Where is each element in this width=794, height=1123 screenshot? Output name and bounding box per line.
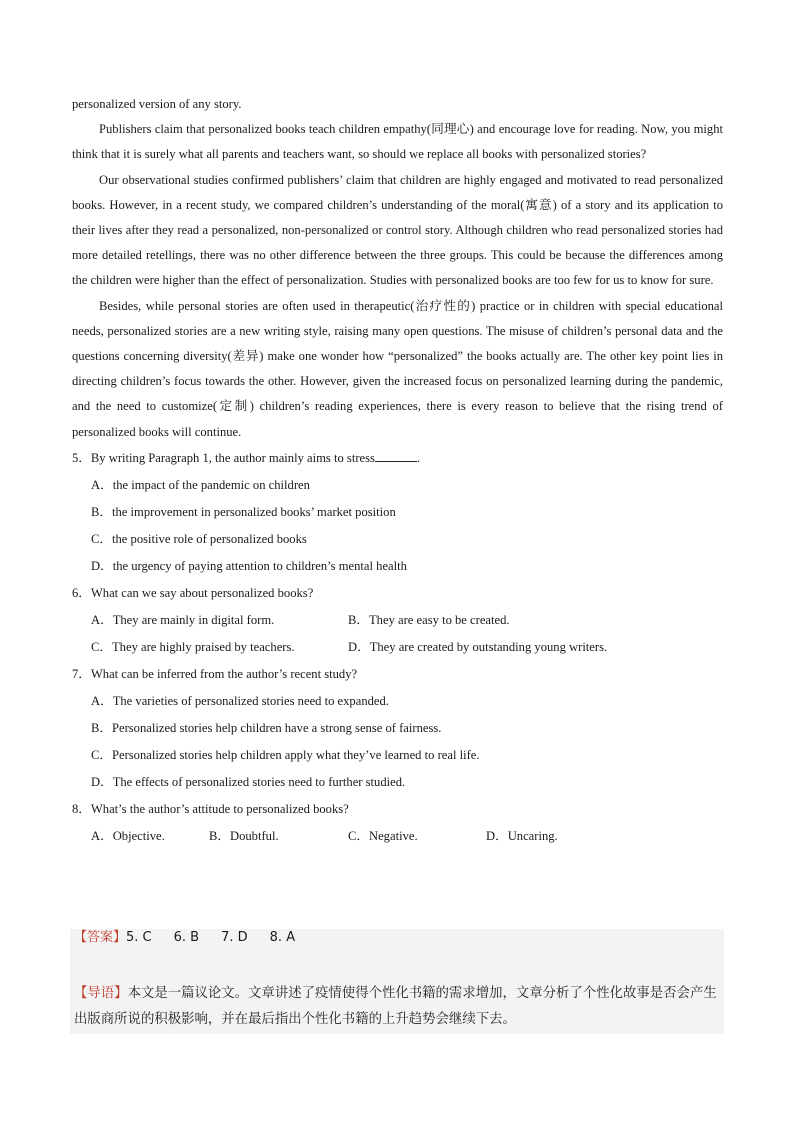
question-8-option-c: C．Negative. <box>348 828 418 843</box>
guide-text: 本文是一篇议论文。文章讲述了疫情使得个性化书籍的需求增加，文章分析了个性化故事是否会产生出版商所说的积极影响，并在最后指出个性化书籍的上升趋势会继续下去。 <box>74 986 717 1027</box>
passage-paragraph-3: Besides, while personal stories are often used in therapeutic(治疗性的) practice or in children with special educational needs, personalized stories are a new writing style, raising many open questions. The misuse of children’s personal data and the questions concerning diversity(差异) make one wonder how “personalized” the books actually are. The other key point lies in directing children’s focus towards the other. However, given the increased focus on personalized learning during the pandemic, and the need to customize(定制) children’s reading experiences, there is every reason to believe that the rising trend of personalized books will continue. <box>72 298 723 439</box>
question-8-stem: 8．What’s the author’s attitude to personalized books? <box>72 801 349 816</box>
answer-blank <box>375 449 417 462</box>
question-8-option-b: B．Doubtful. <box>209 828 279 843</box>
question-8-option-d: D．Uncaring. <box>486 828 558 843</box>
answer-item: 8. A <box>269 930 296 945</box>
answer-line <box>74 929 317 947</box>
question-5-option-c: C．the positive role of personalized books <box>91 531 307 546</box>
question-7 <box>72 661 723 796</box>
question-6-option-c: C．They are highly praised by teachers. <box>91 639 295 654</box>
question-8-option-a: A．Objective. <box>91 828 165 843</box>
question-6-option-d: D．They are created by outstanding young writers. <box>348 639 608 654</box>
question-8 <box>72 796 723 850</box>
question-6-option-b: B．They are easy to be created. <box>348 612 510 627</box>
question-7-option-b: B．Personalized stories help children have a strong sense of fairness. <box>91 720 442 735</box>
answer-item: 7. D <box>221 930 248 945</box>
question-7-option-c: C．Personalized stories help children apply what they’ve learned to real life. <box>91 747 480 762</box>
guide-label: 【导语】 <box>74 986 128 1001</box>
guide-paragraph <box>74 981 720 1033</box>
question-6-row-1 <box>72 607 723 634</box>
answer-label: 【答案】 <box>74 930 127 945</box>
question-6-stem: 6．What can we say about personalized books? <box>72 585 314 600</box>
question-5-option-b: B．the improvement in personalized books’ market position <box>91 504 396 519</box>
question-7-stem: 7．What can be inferred from the author’s recent study? <box>72 666 358 681</box>
question-5-option-d: D．the urgency of paying attention to children’s mental health <box>91 558 407 573</box>
answer-values <box>126 930 317 945</box>
passage-paragraph-1: Publishers claim that personalized books teach children empathy(同理心) and encourage love for reading. Now, you might think that it is surely what all parents and teachers want, so should we replace all books with personalized stories? <box>72 122 723 162</box>
passage-paragraph-2: Our observational studies confirmed publishers’ claim that children are highly engaged and motivated to read personalized books. However, in a recent study, we compared children’s understanding of the moral(寓意) of a story and its application to their lives after they read a personalized, non-personalized or control story. Although children who read personalized stories had more detailed retellings, there was no other difference between the three groups. This could be because the differences among the children were higher than the effect of personalization. Studies with personalized books are too few for us to know for sure. <box>72 172 723 288</box>
question-5-option-a: A．the impact of the pandemic on children <box>91 477 310 492</box>
question-7-option-d: D．The effects of personalized stories need to further studied. <box>91 774 406 789</box>
question-7-option-a: A．The varieties of personalized stories need to expanded. <box>91 693 389 708</box>
question-6-row-2 <box>72 634 723 661</box>
question-6 <box>72 580 723 661</box>
question-6-option-a: A．They are mainly in digital form. <box>91 612 275 627</box>
answer-box <box>70 929 724 1034</box>
answer-item: 6. B <box>173 930 200 945</box>
question-5-end: . <box>416 450 421 465</box>
question-5-stem: 5．By writing Paragraph 1, the author mainly aims to stress <box>72 450 375 465</box>
question-5 <box>72 445 723 580</box>
answer-item: 5. C <box>126 930 152 945</box>
question-8-options <box>72 823 723 850</box>
document-page <box>72 92 723 850</box>
passage-paragraph-0: personalized version of any story. <box>72 97 242 111</box>
